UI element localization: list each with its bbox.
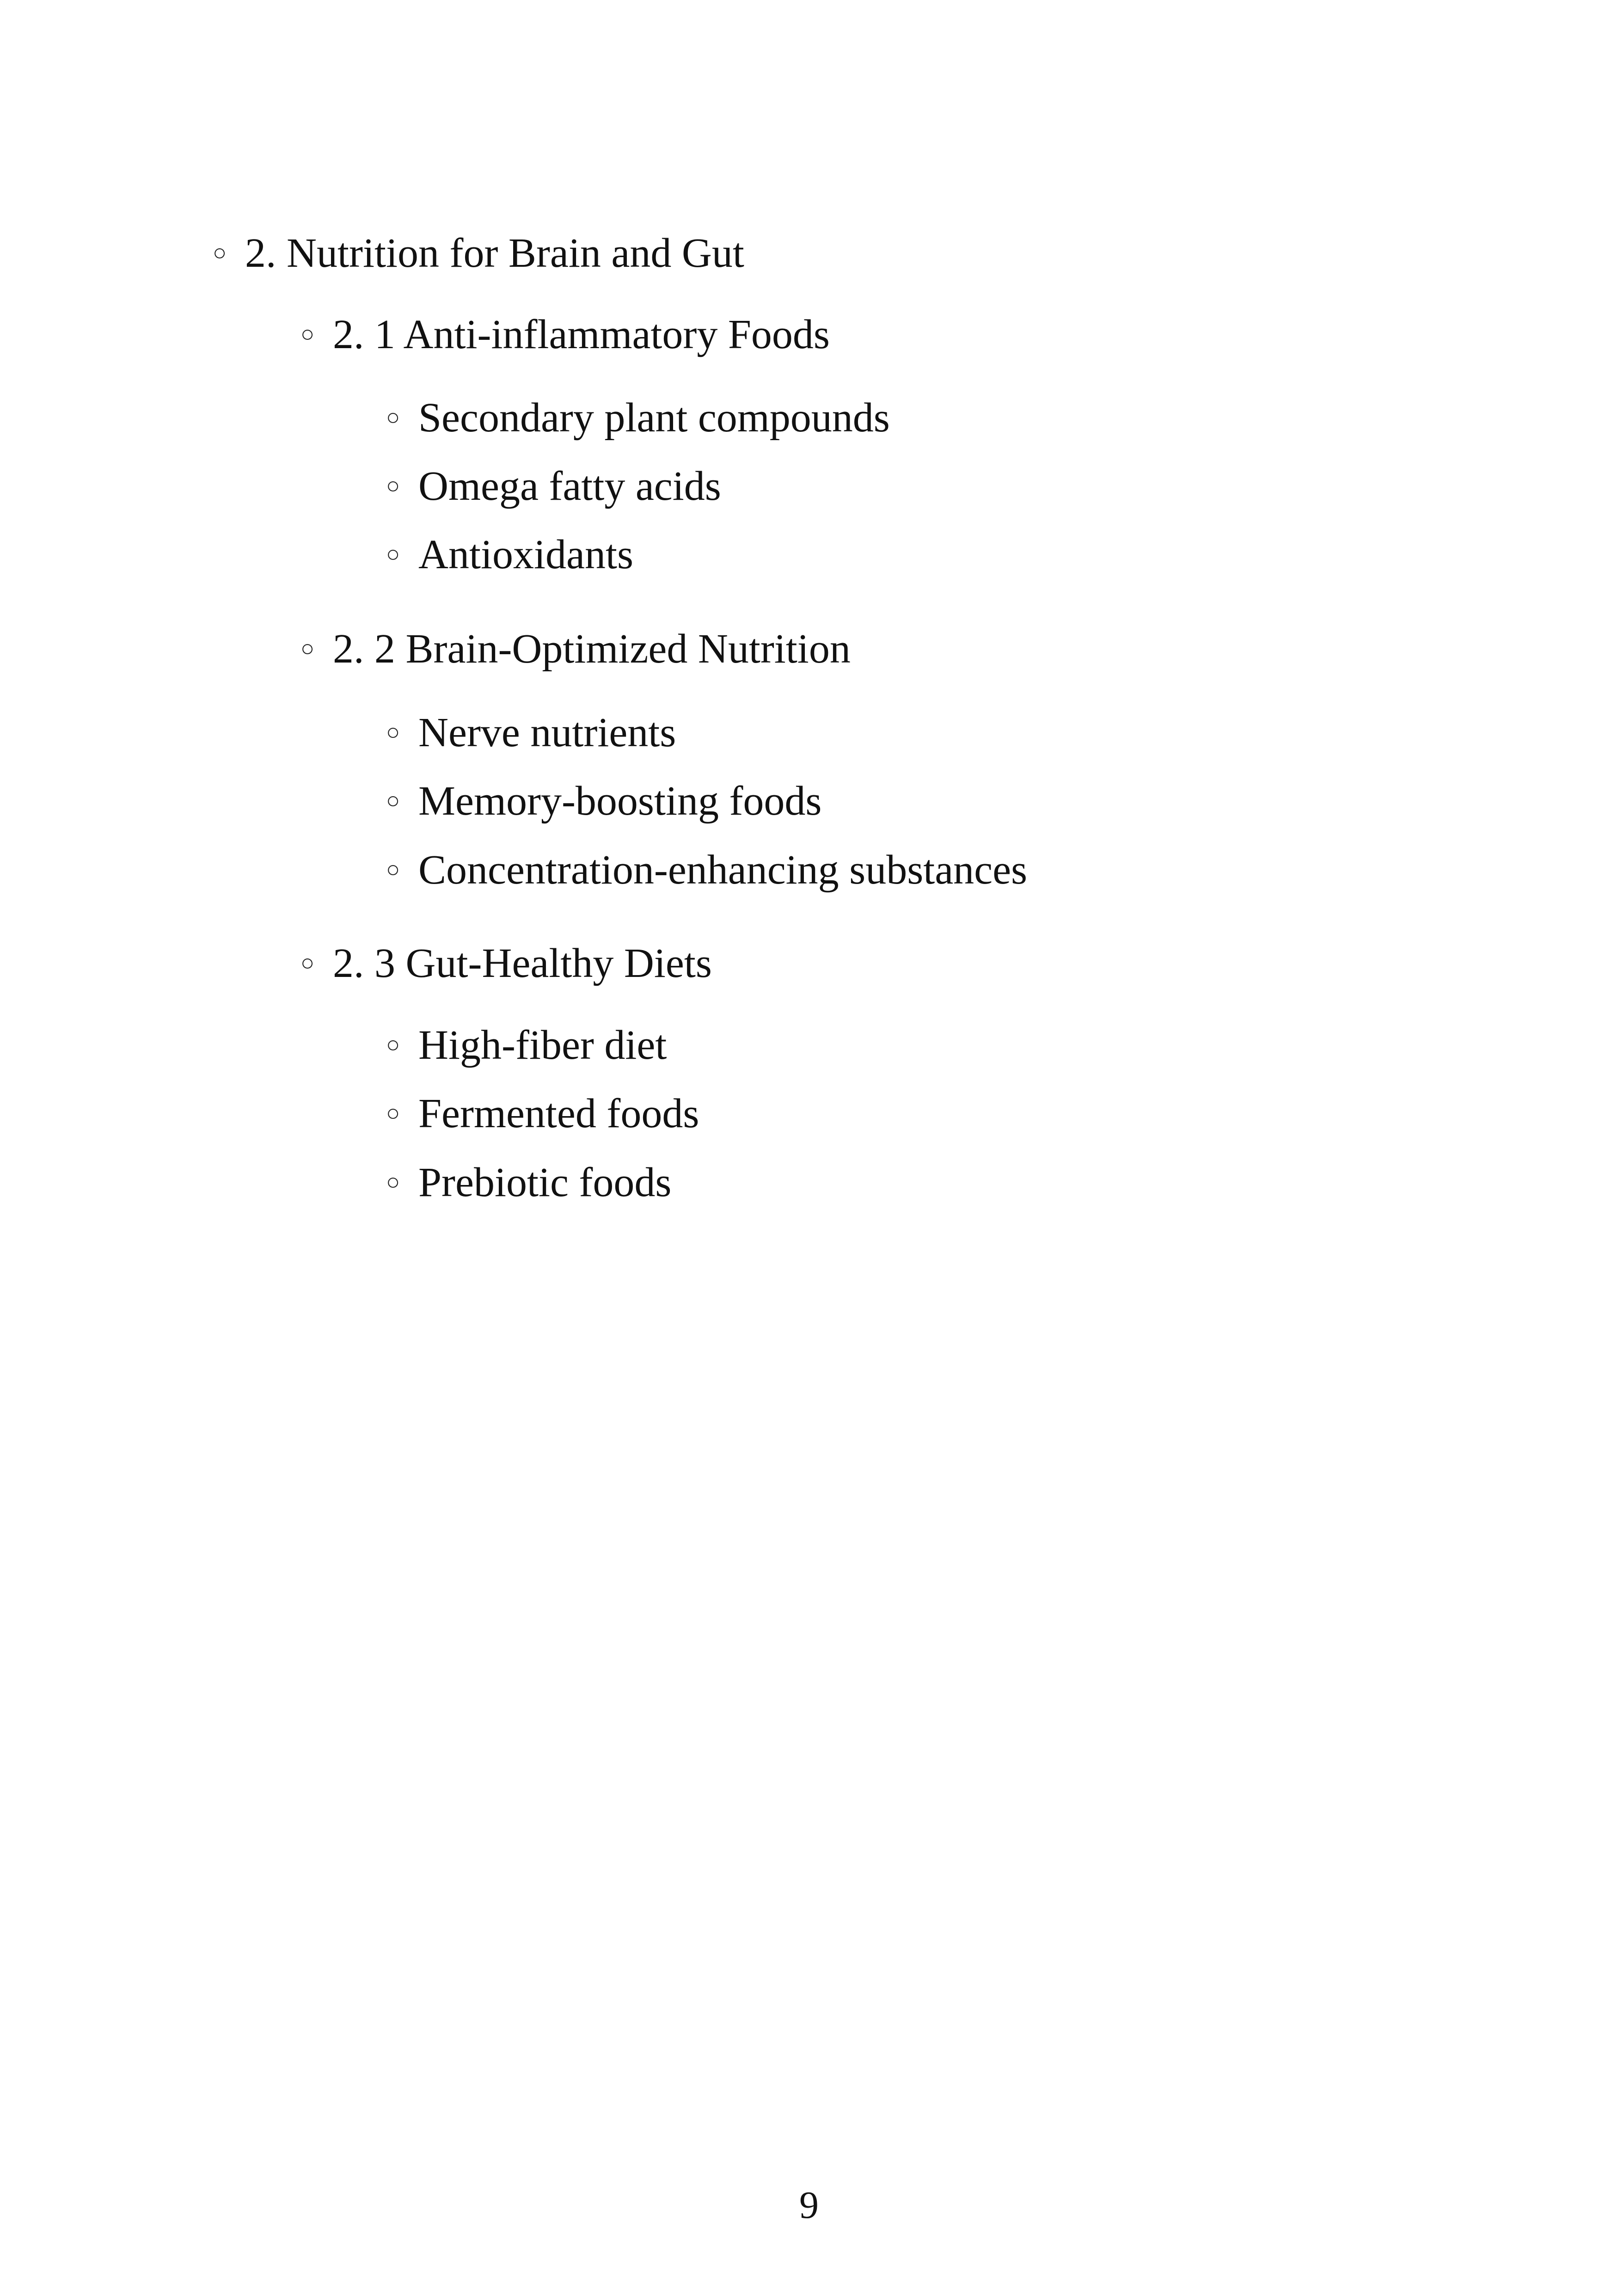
section-title (300, 935, 712, 991)
section-title (300, 620, 851, 677)
circle-bullet-icon: ○ (386, 541, 400, 567)
circle-bullet-icon: ○ (386, 856, 400, 882)
circle-bullet-icon: ○ (300, 321, 315, 347)
list-item (386, 389, 890, 446)
list-item (386, 458, 721, 514)
list-item-text: Prebiotic foods (418, 1160, 672, 1205)
list-item (386, 1154, 671, 1210)
list-item-text: High-fiber diet (418, 1022, 667, 1068)
circle-bullet-icon: ○ (386, 1100, 400, 1126)
circle-bullet-icon: ○ (386, 719, 400, 745)
list-item-text: Secondary plant compounds (418, 395, 890, 441)
circle-bullet-icon: ○ (300, 635, 315, 661)
outline-heading (213, 225, 744, 281)
circle-bullet-icon: ○ (386, 404, 400, 430)
page-number: 9 (799, 2184, 819, 2227)
list-item (386, 1085, 699, 1142)
section-title-text: 2. 3 Gut-Healthy Diets (333, 940, 712, 986)
circle-bullet-icon: ○ (386, 473, 400, 498)
list-item (386, 773, 821, 829)
list-item-text: Antioxidants (418, 532, 633, 577)
list-item (386, 1017, 667, 1073)
list-item-text: Fermented foods (418, 1091, 699, 1136)
list-item-text: Memory-boosting foods (418, 778, 822, 824)
circle-bullet-icon: ○ (386, 787, 400, 813)
list-item (386, 526, 633, 583)
list-item (386, 704, 676, 761)
list-item-text: Concentration-enhancing substances (418, 847, 1028, 893)
circle-bullet-icon: ○ (386, 1031, 400, 1057)
list-item (386, 841, 1027, 898)
section-title (300, 306, 830, 362)
circle-bullet-icon: ○ (300, 950, 315, 976)
list-item-text: Nerve nutrients (418, 710, 676, 755)
circle-bullet-icon: ○ (213, 239, 227, 265)
circle-bullet-icon: ○ (386, 1169, 400, 1195)
section-title-text: 2. 2 Brain-Optimized Nutrition (333, 626, 851, 672)
list-item-text: Omega fatty acids (418, 463, 721, 509)
heading-text: 2. Nutrition for Brain and Gut (245, 230, 744, 276)
section-title-text: 2. 1 Anti-inflammatory Foods (333, 312, 830, 357)
